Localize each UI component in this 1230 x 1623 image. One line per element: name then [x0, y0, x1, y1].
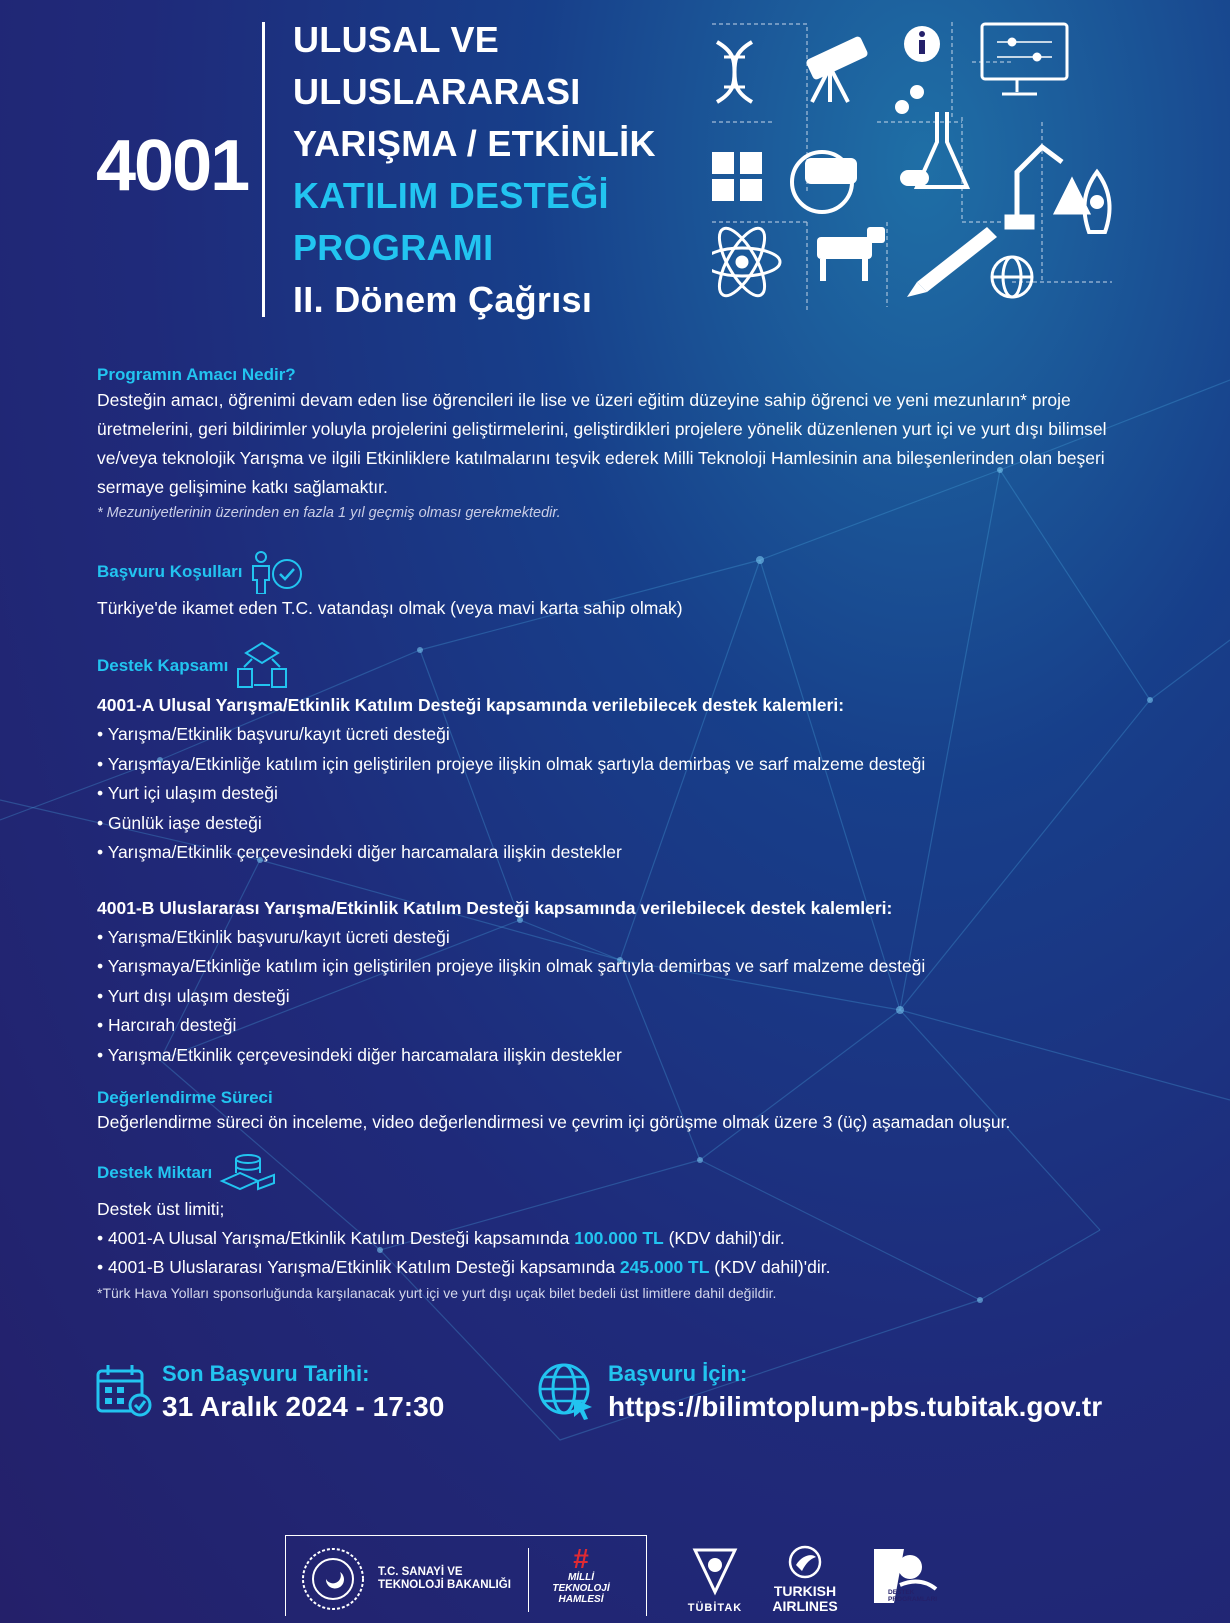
apply-label: Başvuru İçin: — [608, 1361, 748, 1386]
milli-teknoloji-hamlesi-logo — [541, 1543, 621, 1605]
amount-a-line — [97, 1224, 1137, 1253]
evaluation-text: Değerlendirme süreci ön inceleme, video değerlendirmesi ve çevrim içi görüşme olmak üzere 3 (üç) aşamadan oluşur. — [97, 1112, 1011, 1132]
purpose-heading: Programın Amacı Nedir? — [97, 365, 296, 384]
list-item: • Harcırah desteği — [97, 1011, 1137, 1041]
conditions-section-heading — [97, 550, 1137, 594]
mth-line-2: TEKNOLOJİ — [552, 1583, 610, 1594]
info-icon — [904, 26, 940, 62]
amount-b-line — [97, 1253, 1137, 1282]
amount-a-suffix: (KDV dahil)'dir. — [663, 1228, 785, 1248]
scope-a-list — [97, 720, 1137, 868]
globe-cursor-icon — [536, 1361, 596, 1421]
list-item: • Yarışmaya/Etkinliğe katılım için geliştirilen projeye ilişkin olmak şartıyla demirbaş ve sarf malzeme desteği — [97, 750, 1137, 780]
puzzle-icon — [712, 152, 762, 201]
title-line-4: KATILIM DESTEĞİ — [293, 175, 609, 216]
amount-section-heading — [97, 1151, 1137, 1195]
footer-divider — [528, 1548, 529, 1612]
vr-headset-icon — [792, 152, 855, 212]
list-item: • Yurt dışı ulaşım desteği — [97, 982, 1137, 1012]
ministry-name — [378, 1566, 511, 1592]
deadline-label: Son Başvuru Tarihi: — [162, 1361, 370, 1386]
ministry-line-1: T.C. SANAYİ VE — [378, 1566, 463, 1578]
ministry-logo-box — [285, 1535, 647, 1616]
header — [0, 0, 1230, 340]
deadline-and-apply — [96, 1361, 1216, 1457]
computer-icon — [982, 24, 1067, 94]
thy-line-2: AIRLINES — [772, 1598, 838, 1614]
list-item: • Yarışma/Etkinlik çerçevesindeki diğer harcamalara ilişkin destekler — [97, 838, 1137, 868]
space-rocket-icon — [1084, 172, 1109, 232]
list-item: • Yarışmaya/Etkinliğe katılım için geliştirilen projeye ilişkin olmak şartıyla demirbaş ve sarf malzeme desteği — [97, 952, 1137, 982]
conditions-heading: Başvuru Koşulları — [97, 562, 243, 581]
science-icons-grid — [712, 22, 1132, 322]
title-line-3: YARIŞMA / ETKİNLİK — [293, 123, 656, 164]
mth-line-1: MİLLİ — [567, 1572, 595, 1583]
title-line-1: ULUSAL VE — [293, 19, 500, 60]
hashtag-icon: # — [573, 1543, 589, 1574]
amount-b-suffix: (KDV dahil)'dir. — [709, 1257, 831, 1277]
globe-icon — [992, 257, 1032, 297]
amount-note: *Türk Hava Yolları sponsorluğunda karşılanacak yurt içi ve yurt dışı uçak bilet bedeli üst limitlere dahil değildir. — [97, 1285, 777, 1301]
amount-heading: Destek Miktarı — [97, 1163, 213, 1182]
conditions-text: Türkiye'de ikamet eden T.C. vatandaşı olmak (veya mavi karta sahip olmak) — [97, 598, 683, 618]
scope-a-title: 4001-A Ulusal Yarışma/Etkinlik Katılım Desteği kapsamında verilebilecek destek kalemleri: — [97, 695, 845, 715]
tubitak-emblem-icon — [692, 1547, 738, 1597]
title-divider — [262, 22, 265, 317]
purpose-text: Desteğin amacı, öğrenimi devam eden lise öğrencileri ile lise ve üzeri eğitim düzeyine sahip öğrenci ve yeni mezunların* proje üretmelerini, geri bildirimler yoluyla projelerini geliştirmelerini, geliştirdikleri projelere yönelik düzenlenen yurt içi ve yurt dışı bilimsel ve/veya teknolojik Yarışma ve ilgili Etkinliklere katılmalarını teşvik ederek Milli Teknoloji Hamlesinin ana bileşenlerinden olan beşeri sermaye gelişimine katkı sağlamaktır. — [97, 390, 1107, 497]
scope-heading: Destek Kapsamı — [97, 656, 229, 675]
evaluation-heading: Değerlendirme Süreci — [97, 1088, 273, 1107]
apply-url[interactable]: https://bilimtoplum-pbs.tubitak.gov.tr — [608, 1391, 1103, 1422]
ministry-emblem-icon — [298, 1544, 368, 1614]
destek-label — [888, 1589, 937, 1603]
destek-line-1: DESTEK — [888, 1589, 915, 1596]
title-line-5: PROGRAMI — [293, 227, 494, 268]
robot-dog-icon — [817, 227, 885, 281]
call-term: II. Dönem Çağrısı — [293, 279, 593, 320]
amount-a-prefix: • 4001-A Ulusal Yarışma/Etkinlik Katılım Desteği kapsamında — [97, 1228, 575, 1248]
turkish-airlines-logo — [765, 1545, 845, 1614]
list-item: • Yarışma/Etkinlik başvuru/kayıt ücreti desteği — [97, 720, 1137, 750]
scope-b-list — [97, 923, 1137, 1071]
tubitak-label: TÜBİTAK — [687, 1602, 743, 1614]
dna-icon — [717, 42, 752, 102]
title-line-2: ULUSLARARASI — [293, 71, 581, 112]
amount-intro: Destek üst limiti; — [97, 1199, 225, 1219]
program-title — [293, 14, 713, 326]
deadline-value: 31 Aralık 2024 - 17:30 — [162, 1391, 445, 1422]
rocket-icon — [907, 227, 997, 297]
ministry-line-2: TEKNOLOJİ BAKANLIĞI — [378, 1579, 511, 1591]
destek-line-2: PROGRAMLARI — [888, 1596, 938, 1603]
person-check-icon — [249, 550, 305, 594]
thy-line-1: TURKISH — [773, 1583, 837, 1599]
support-cycle-icon — [234, 641, 290, 691]
list-item: • Yarışma/Etkinlik çerçevesindeki diğer harcamalara ilişkin destekler — [97, 1041, 1137, 1071]
destek-programlari-logo — [870, 1545, 940, 1614]
list-item: • Yurt içi ulaşım desteği — [97, 779, 1137, 809]
program-number: 4001 — [96, 126, 249, 206]
list-item: • Yarışma/Etkinlik başvuru/kayıt ücreti desteği — [97, 923, 1137, 953]
scope-b-title: 4001-B Uluslararası Yarışma/Etkinlik Katılım Desteği kapsamında verilebilecek destek kalemleri: — [97, 897, 893, 918]
robot-arm-icon — [1007, 147, 1087, 227]
calendar-icon — [96, 1363, 154, 1419]
telescope-icon — [805, 35, 869, 102]
scope-section-heading — [97, 641, 1137, 691]
purpose-note: * Mezuniyetlerinin üzerinden en fazla 1 yıl geçmiş olması gerekmektedir. — [97, 505, 561, 521]
coins-stack-icon — [218, 1151, 278, 1195]
list-item: • Günlük iaşe desteği — [97, 809, 1137, 839]
amount-b-prefix: • 4001-B Uluslararası Yarışma/Etkinlik Katılım Desteği kapsamında — [97, 1257, 620, 1277]
mth-line-3: HAMLESİ — [558, 1594, 604, 1605]
tubitak-logo — [685, 1547, 745, 1614]
amount-a-value: 100.000 TL — [574, 1228, 664, 1248]
chemistry-flask-icon — [897, 87, 967, 187]
amount-b-value: 245.000 TL — [619, 1257, 710, 1277]
main-content — [97, 365, 1137, 1304]
thy-bird-icon — [788, 1545, 822, 1579]
atom-icon — [712, 222, 780, 302]
